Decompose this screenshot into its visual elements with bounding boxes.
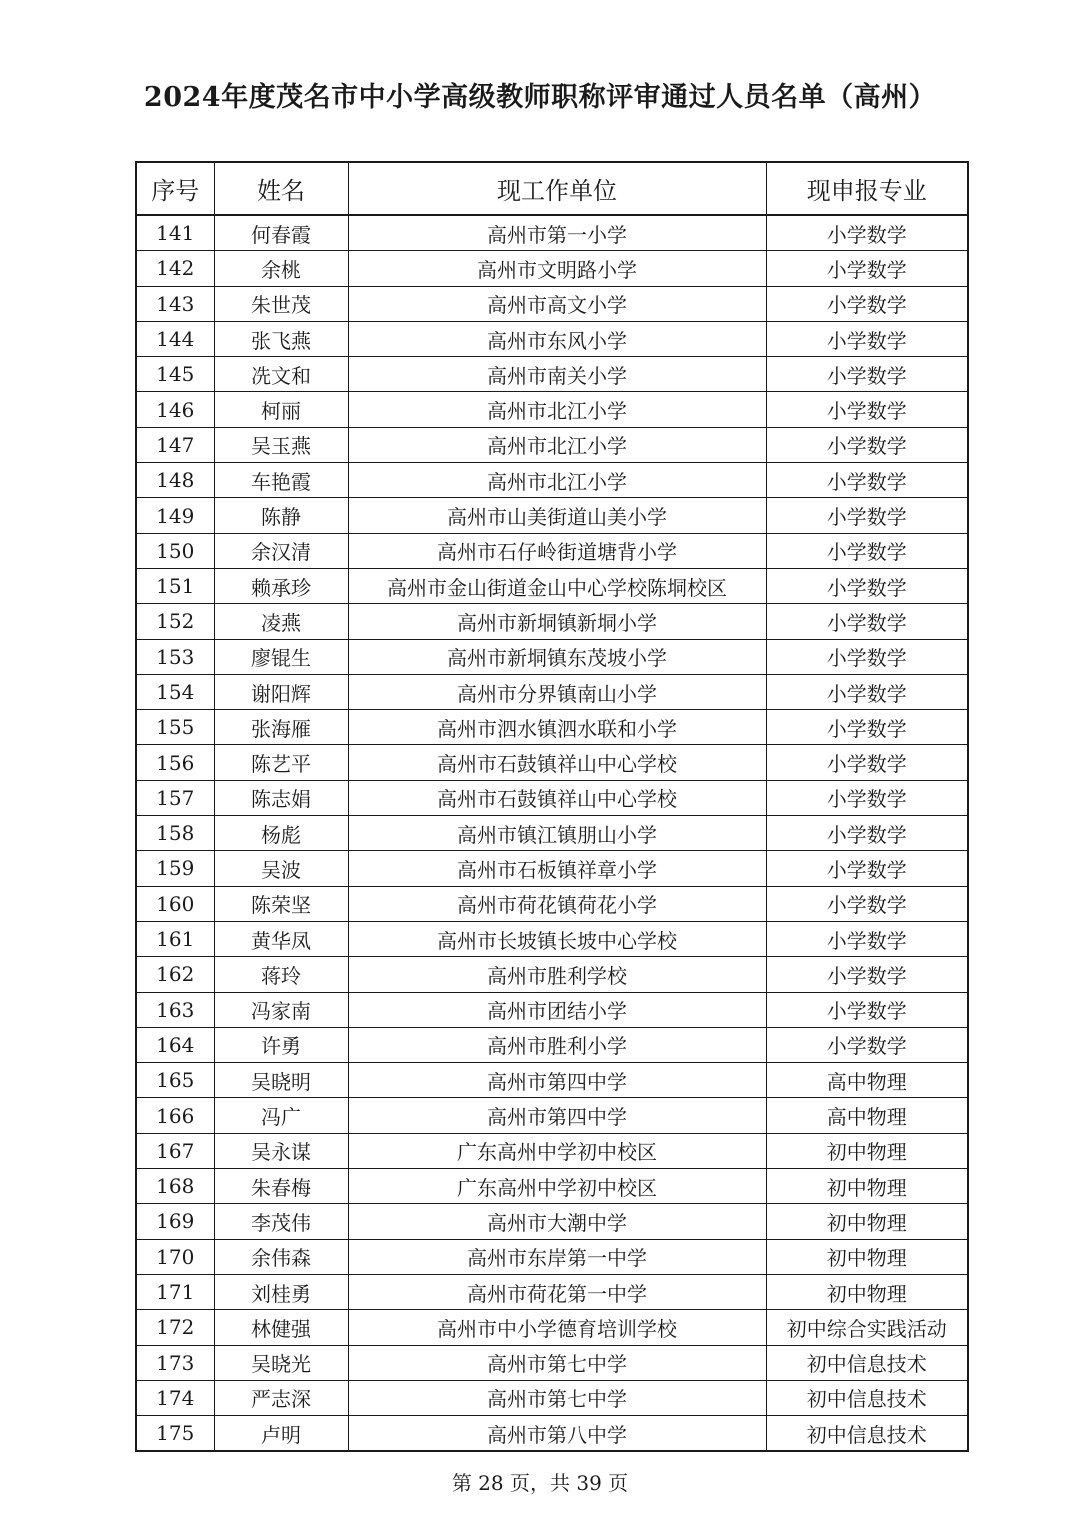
cell-workplace: 高州市第四中学 [348, 1063, 766, 1098]
table-row [136, 1416, 968, 1452]
cell-name: 陈志娟 [214, 780, 348, 815]
table-row [136, 463, 968, 498]
column-header-specialty: 现申报专业 [766, 162, 968, 215]
cell-name: 李茂伟 [214, 1204, 348, 1239]
cell-name: 林健强 [214, 1310, 348, 1345]
cell-specialty: 小学数学 [766, 604, 968, 639]
cell-serial: 161 [136, 921, 214, 956]
cell-serial: 148 [136, 463, 214, 498]
cell-name: 陈静 [214, 498, 348, 533]
cell-serial: 175 [136, 1416, 214, 1452]
cell-workplace: 高州市大潮中学 [348, 1204, 766, 1239]
table-row [136, 321, 968, 356]
cell-serial: 151 [136, 568, 214, 603]
cell-name: 余桃 [214, 251, 348, 286]
cell-workplace: 高州市金山街道金山中心学校陈垌校区 [348, 568, 766, 603]
cell-serial: 144 [136, 321, 214, 356]
table-row [136, 215, 968, 251]
cell-serial: 150 [136, 533, 214, 568]
cell-name: 刘桂勇 [214, 1274, 348, 1309]
cell-serial: 170 [136, 1239, 214, 1274]
cell-workplace: 高州市新垌镇新垌小学 [348, 604, 766, 639]
table-row [136, 886, 968, 921]
page-number: 第 28 页，共 39 页 [451, 1471, 629, 1495]
cell-name: 余汉清 [214, 533, 348, 568]
cell-workplace: 高州市荷花第一中学 [348, 1274, 766, 1309]
cell-serial: 159 [136, 851, 214, 886]
cell-name: 杨彪 [214, 816, 348, 851]
table-row [136, 957, 968, 992]
cell-serial: 145 [136, 357, 214, 392]
cell-name: 卢明 [214, 1416, 348, 1452]
cell-workplace: 广东高州中学初中校区 [348, 1133, 766, 1168]
cell-specialty: 小学数学 [766, 215, 968, 251]
table-row [136, 392, 968, 427]
cell-specialty: 小学数学 [766, 886, 968, 921]
cell-serial: 165 [136, 1063, 214, 1098]
cell-workplace: 高州市北江小学 [348, 427, 766, 462]
cell-serial: 157 [136, 780, 214, 815]
cell-workplace: 高州市团结小学 [348, 992, 766, 1027]
cell-name: 黄华凤 [214, 921, 348, 956]
cell-name: 吴永谋 [214, 1133, 348, 1168]
cell-serial: 173 [136, 1345, 214, 1380]
cell-workplace: 高州市第四中学 [348, 1098, 766, 1133]
table-row [136, 1098, 968, 1133]
cell-specialty: 初中信息技术 [766, 1345, 968, 1380]
cell-specialty: 小学数学 [766, 392, 968, 427]
cell-serial: 141 [136, 215, 214, 251]
cell-name: 凌燕 [214, 604, 348, 639]
cell-workplace: 高州市胜利学校 [348, 957, 766, 992]
cell-specialty: 小学数学 [766, 957, 968, 992]
cell-serial: 171 [136, 1274, 214, 1309]
table-row [136, 604, 968, 639]
cell-workplace: 高州市北江小学 [348, 392, 766, 427]
cell-name: 车艳霞 [214, 463, 348, 498]
table-row [136, 710, 968, 745]
cell-name: 余伟森 [214, 1239, 348, 1274]
table-row [136, 1239, 968, 1274]
cell-workplace: 高州市石板镇祥章小学 [348, 851, 766, 886]
cell-serial: 149 [136, 498, 214, 533]
table-row [136, 533, 968, 568]
cell-workplace: 高州市东岸第一中学 [348, 1239, 766, 1274]
cell-specialty: 小学数学 [766, 745, 968, 780]
table-row [136, 1169, 968, 1204]
table-row [136, 1133, 968, 1168]
table-row [136, 498, 968, 533]
cell-serial: 168 [136, 1169, 214, 1204]
document-title: 2024年度茂名市中小学高级教师职称评审通过人员名单（高州） [143, 82, 937, 113]
cell-name: 何春霞 [214, 215, 348, 251]
table-row [136, 674, 968, 709]
cell-name: 吴波 [214, 851, 348, 886]
cell-workplace: 高州市中小学德育培训学校 [348, 1310, 766, 1345]
cell-workplace: 高州市胜利小学 [348, 1027, 766, 1062]
cell-name: 谢阳辉 [214, 674, 348, 709]
cell-name: 陈荣坚 [214, 886, 348, 921]
cell-workplace: 广东高州中学初中校区 [348, 1169, 766, 1204]
column-header-serial: 序号 [136, 162, 214, 215]
cell-workplace: 高州市北江小学 [348, 463, 766, 498]
column-header-workplace: 现工作单位 [348, 162, 766, 215]
cell-specialty: 初中信息技术 [766, 1380, 968, 1415]
cell-workplace: 高州市石鼓镇祥山中心学校 [348, 780, 766, 815]
cell-workplace: 高州市高文小学 [348, 286, 766, 321]
table-row [136, 1027, 968, 1062]
cell-specialty: 初中物理 [766, 1133, 968, 1168]
cell-specialty: 小学数学 [766, 286, 968, 321]
cell-serial: 152 [136, 604, 214, 639]
cell-serial: 174 [136, 1380, 214, 1415]
cell-serial: 166 [136, 1098, 214, 1133]
cell-name: 吴晓光 [214, 1345, 348, 1380]
cell-workplace: 高州市第一小学 [348, 215, 766, 251]
cell-specialty: 小学数学 [766, 780, 968, 815]
table-row [136, 816, 968, 851]
cell-specialty: 小学数学 [766, 251, 968, 286]
cell-serial: 160 [136, 886, 214, 921]
cell-workplace: 高州市分界镇南山小学 [348, 674, 766, 709]
cell-specialty: 初中物理 [766, 1274, 968, 1309]
cell-name: 吴玉燕 [214, 427, 348, 462]
table-row [136, 357, 968, 392]
cell-name: 冯家南 [214, 992, 348, 1027]
cell-specialty: 初中物理 [766, 1169, 968, 1204]
table-row [136, 851, 968, 886]
cell-workplace: 高州市文明路小学 [348, 251, 766, 286]
cell-specialty: 初中物理 [766, 1239, 968, 1274]
cell-serial: 153 [136, 639, 214, 674]
cell-serial: 158 [136, 816, 214, 851]
cell-workplace: 高州市泗水镇泗水联和小学 [348, 710, 766, 745]
cell-serial: 147 [136, 427, 214, 462]
cell-specialty: 初中综合实践活动 [766, 1310, 968, 1345]
cell-specialty: 小学数学 [766, 921, 968, 956]
table-row [136, 921, 968, 956]
cell-specialty: 小学数学 [766, 1027, 968, 1062]
cell-specialty: 初中物理 [766, 1204, 968, 1239]
cell-serial: 154 [136, 674, 214, 709]
table-row [136, 780, 968, 815]
table-header-row [136, 162, 968, 215]
table-row [136, 568, 968, 603]
table-row [136, 1204, 968, 1239]
table-row [136, 427, 968, 462]
table-row [136, 992, 968, 1027]
cell-specialty: 小学数学 [766, 992, 968, 1027]
cell-workplace: 高州市南关小学 [348, 357, 766, 392]
cell-name: 严志深 [214, 1380, 348, 1415]
cell-serial: 155 [136, 710, 214, 745]
cell-workplace: 高州市第七中学 [348, 1345, 766, 1380]
roster-table [135, 161, 969, 1452]
table-row [136, 745, 968, 780]
cell-serial: 146 [136, 392, 214, 427]
cell-name: 柯丽 [214, 392, 348, 427]
table-row [136, 1310, 968, 1345]
cell-name: 赖承珍 [214, 568, 348, 603]
cell-specialty: 小学数学 [766, 427, 968, 462]
cell-serial: 172 [136, 1310, 214, 1345]
cell-name: 冼文和 [214, 357, 348, 392]
cell-serial: 164 [136, 1027, 214, 1062]
column-header-name: 姓名 [214, 162, 348, 215]
cell-workplace: 高州市新垌镇东茂坡小学 [348, 639, 766, 674]
cell-name: 蒋玲 [214, 957, 348, 992]
cell-specialty: 小学数学 [766, 639, 968, 674]
cell-name: 冯广 [214, 1098, 348, 1133]
cell-workplace: 高州市镇江镇朋山小学 [348, 816, 766, 851]
table-row [136, 1345, 968, 1380]
table-row [136, 639, 968, 674]
table-row [136, 1380, 968, 1415]
cell-workplace: 高州市石鼓镇祥山中心学校 [348, 745, 766, 780]
cell-specialty: 高中物理 [766, 1098, 968, 1133]
cell-specialty: 小学数学 [766, 674, 968, 709]
cell-serial: 156 [136, 745, 214, 780]
cell-serial: 169 [136, 1204, 214, 1239]
table-row [136, 1063, 968, 1098]
cell-workplace: 高州市第七中学 [348, 1380, 766, 1415]
cell-workplace: 高州市长坡镇长坡中心学校 [348, 921, 766, 956]
cell-serial: 163 [136, 992, 214, 1027]
table-row [136, 251, 968, 286]
cell-specialty: 小学数学 [766, 498, 968, 533]
cell-serial: 167 [136, 1133, 214, 1168]
cell-workplace: 高州市山美街道山美小学 [348, 498, 766, 533]
cell-workplace: 高州市石仔岭街道塘背小学 [348, 533, 766, 568]
cell-specialty: 高中物理 [766, 1063, 968, 1098]
cell-workplace: 高州市第八中学 [348, 1416, 766, 1452]
cell-specialty: 小学数学 [766, 851, 968, 886]
cell-name: 朱春梅 [214, 1169, 348, 1204]
cell-specialty: 小学数学 [766, 321, 968, 356]
cell-specialty: 初中信息技术 [766, 1416, 968, 1452]
cell-workplace: 高州市东风小学 [348, 321, 766, 356]
cell-specialty: 小学数学 [766, 463, 968, 498]
cell-name: 陈艺平 [214, 745, 348, 780]
cell-name: 廖锟生 [214, 639, 348, 674]
cell-specialty: 小学数学 [766, 816, 968, 851]
cell-serial: 143 [136, 286, 214, 321]
cell-serial: 142 [136, 251, 214, 286]
cell-name: 吴晓明 [214, 1063, 348, 1098]
cell-specialty: 小学数学 [766, 568, 968, 603]
cell-specialty: 小学数学 [766, 357, 968, 392]
cell-name: 许勇 [214, 1027, 348, 1062]
table-row [136, 286, 968, 321]
cell-workplace: 高州市荷花镇荷花小学 [348, 886, 766, 921]
table-body [136, 215, 968, 1451]
cell-serial: 162 [136, 957, 214, 992]
table-row [136, 1274, 968, 1309]
cell-specialty: 小学数学 [766, 533, 968, 568]
cell-name: 张飞燕 [214, 321, 348, 356]
cell-specialty: 小学数学 [766, 710, 968, 745]
cell-name: 张海雁 [214, 710, 348, 745]
cell-name: 朱世茂 [214, 286, 348, 321]
